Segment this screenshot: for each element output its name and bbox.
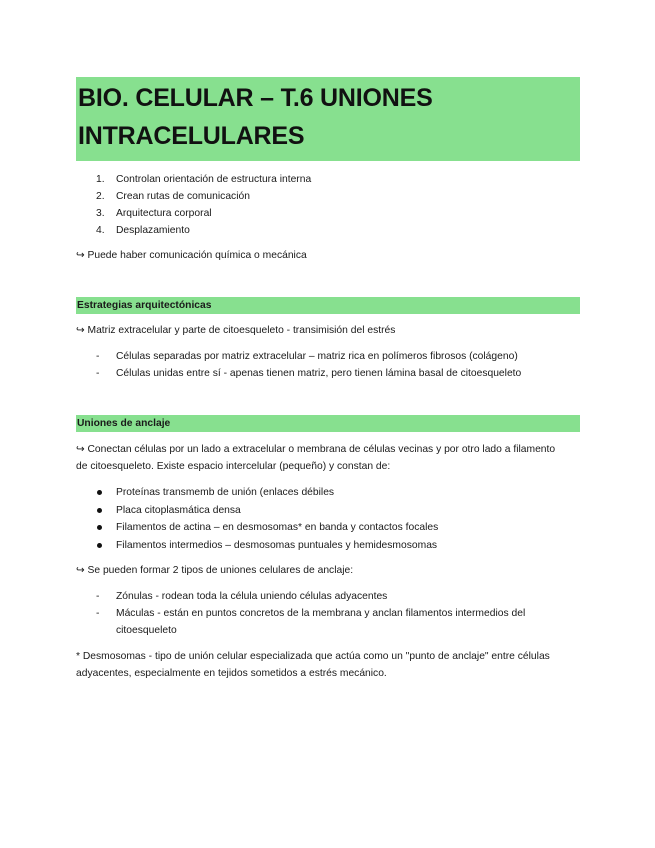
list-item-text: Máculas - están en puntos concretos de la membrana y anclan filamentos intermedios del xyxy=(116,608,526,619)
list-item xyxy=(76,605,580,639)
list-number: 2. xyxy=(96,191,105,202)
list-number: 4. xyxy=(96,225,105,236)
list-item xyxy=(76,365,580,382)
list-item xyxy=(76,188,580,205)
list-item xyxy=(76,205,580,222)
list-number: 3. xyxy=(96,208,105,219)
list-item-text: Desplazamiento xyxy=(116,225,190,236)
bullet-dot xyxy=(97,490,102,495)
list-item xyxy=(76,537,580,555)
list-item-text: Células unidas entre sí - apenas tienen matriz, pero tienen lámina basal de citoesqueleto xyxy=(116,368,522,379)
title-line-1: BIO. CELULAR – T.6 UNIONES xyxy=(78,84,433,112)
list-item-text-continued: citoesqueleto xyxy=(116,625,177,636)
list-item-text: Crean rutas de comunicación xyxy=(116,191,250,202)
bullet-dot xyxy=(97,508,102,513)
list-item xyxy=(76,519,580,537)
bullet-dot xyxy=(97,543,102,548)
intro-note: ↪ Puede haber comunicación química o mecánica xyxy=(76,250,307,261)
bullet-dot xyxy=(97,525,102,530)
footnote xyxy=(76,648,580,682)
dash-marker: - xyxy=(96,351,100,362)
list-item xyxy=(76,222,580,239)
list-item-text: Filamentos de actina – en desmosomas* en banda y contactos focales xyxy=(116,522,439,533)
list-item-text: Placa citoplasmática densa xyxy=(116,504,241,516)
section-heading-uniones: Uniones de anclaje xyxy=(76,415,580,432)
intro-numbered-list xyxy=(76,171,580,239)
list-item-text: Proteínas transmemb de unión (enlaces débiles xyxy=(116,487,335,498)
list-item xyxy=(76,348,580,365)
list-item-text: Arquitectura corporal xyxy=(116,208,212,219)
title-banner xyxy=(76,77,580,161)
list-item-text: Células separadas por matriz extracelular – matriz rica en polímeros fibrosos (colágeno) xyxy=(116,351,518,362)
section2-note-line-1: ↪ Conectan células por un lado a extracelular o membrana de células vecinas y por otro lado a filamento xyxy=(76,444,556,455)
list-item-text: Zónulas - rodean toda la célula uniendo células adyacentes xyxy=(116,591,388,602)
dash-marker: - xyxy=(96,368,100,379)
list-number: 1. xyxy=(96,174,105,185)
section2-bullet-list xyxy=(76,484,580,554)
list-item-text: Filamentos intermedios – desmosomas puntuales y hemidesmosomas xyxy=(116,539,438,551)
page-title xyxy=(78,79,577,155)
section2-note-2: ↪ Se pueden formar 2 tipos de uniones celulares de anclaje: xyxy=(76,565,354,576)
section2-note xyxy=(76,441,580,475)
section2-note-line-2: de citoesqueleto. Existe espacio intercelular (pequeño) y constan de: xyxy=(76,461,391,472)
footnote-line-1: * Desmosomas - tipo de unión celular especializada que actúa como un "punto de anclaje" entre células xyxy=(76,651,550,662)
section-heading-estrategias: Estrategias arquitectónicas xyxy=(76,297,580,314)
document-page xyxy=(76,77,580,682)
footnote-line-2: adyacentes, especialmente en tejidos sometidos a estrés mecánico. xyxy=(76,668,387,679)
list-item-text: Controlan orientación de estructura interna xyxy=(116,174,312,185)
list-item xyxy=(76,171,580,188)
section1-note: ↪ Matriz extracelular y parte de citoesqueleto - transimisión del estrés xyxy=(76,325,396,336)
dash-marker: - xyxy=(96,608,100,619)
dash-marker: - xyxy=(96,591,100,602)
list-item xyxy=(76,588,580,605)
list-item xyxy=(76,484,580,502)
title-line-2: INTRACELULARES xyxy=(78,122,305,150)
section2-types-list xyxy=(76,588,580,639)
section1-dash-list xyxy=(76,348,580,382)
list-item xyxy=(76,502,580,520)
